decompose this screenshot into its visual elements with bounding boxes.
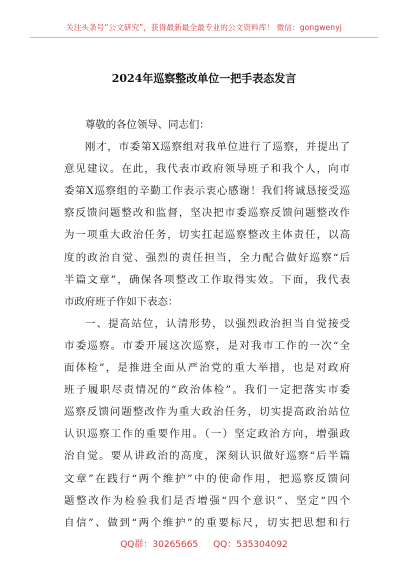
body-line: 自信”、做到“两个维护”的重要标尺，切实把思想和行 [64, 516, 350, 529]
body-line: 委第X巡察组的辛勤工作表示衷心感谢！我们将诚恳接受巡 [64, 185, 350, 198]
body-line: 题整改作为检验我们是否增强“四个意识”、坚定“四个 [64, 494, 350, 507]
body-line: 度的政治自觉、强烈的责任担当，全力配合做好巡察“后 [64, 251, 350, 264]
body-line: 为一项重大政治任务，切实扛起巡察整改主体责任，以高 [64, 229, 350, 242]
header-divider [30, 37, 378, 38]
body-line: 治自觉。要从讲政治的高度，深刻认识做好巡察“后半篇 [64, 450, 350, 463]
body-line: 尊敬的各位领导、同志们： [85, 119, 210, 131]
body-line: 认识巡察工作的重要作用。（一）坚定政治方向，增强政 [64, 428, 350, 441]
body-line: 半篇文章”，确保各项整改工作取得实效。下面，我代表 [64, 273, 350, 286]
body-line: 巡察反馈问题整改作为重大政治任务，切实提高政治站位 [64, 406, 350, 419]
body-line: 察反馈问题整改和监督，坚决把市委巡察反馈问题整改作 [64, 207, 350, 220]
footer-contact [0, 537, 408, 550]
body-line: 刚才，市委第X巡察组对我单位进行了巡察，并提出了 [85, 141, 350, 154]
body-line: 市委巡察。市委开展这次巡察，是对我市工作的一次“全 [64, 339, 350, 352]
body-line: 意见建议。在此，我代表市政府领导班子和我个人，向市 [64, 163, 350, 176]
footer-qq: QQ：535304092 [213, 540, 288, 550]
document-body [64, 114, 350, 534]
body-line: 面体检”，是推进全面从严治党的重大举措，也是对政府 [64, 362, 350, 375]
footer-qq-group: QQ群：30265665 [120, 540, 199, 550]
document-title: 2024年巡察整改单位一把手表态发言 [111, 72, 297, 85]
body-line: 一、提高站位，认清形势，以强烈政治担当自觉接受 [85, 317, 350, 330]
body-line: 市政府班子作如下表态： [64, 295, 179, 308]
body-line: 班子履职尽责情况的“政治体检”。我们一定把落实市委 [64, 384, 350, 397]
body-line: 文章”在践行“两个维护”中的使命作用，把巡察反馈问 [64, 472, 350, 485]
header-banner: 关注头条号“公文研究”，获得最新最全最专业的公文资料库！ 微信：gongwenyj [66, 23, 342, 32]
